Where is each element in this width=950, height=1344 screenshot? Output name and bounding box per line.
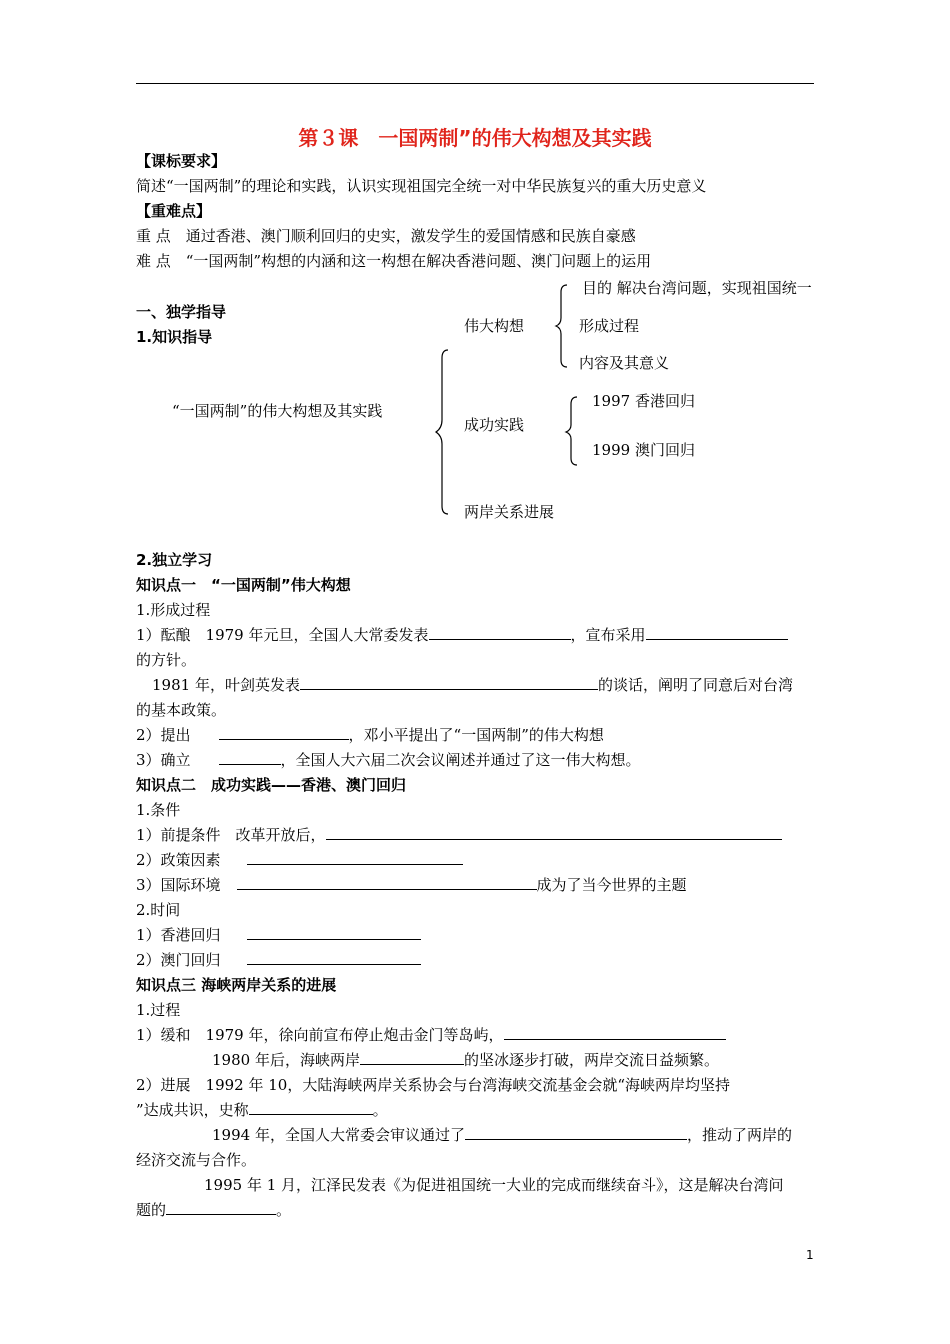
fill-blank[interactable] — [504, 1025, 726, 1040]
branch1-item: 内容及其意义 — [579, 354, 670, 372]
kp1-line-2-cont: 的基本政策。 — [136, 701, 227, 719]
key-points-heading: 【重难点】 — [136, 202, 212, 220]
branch2-item: 1999 澳门回归 — [592, 441, 695, 459]
branch-grand-concept: 伟大构想 — [464, 317, 525, 335]
kp3-line-7: 1995 年 1 月，江泽民发表《为促进祖国统一大业的完成而继续奋斗》，这是解决台湾问 — [204, 1176, 784, 1194]
kp3-line-4: ”达成共识，史称 。 — [136, 1101, 388, 1119]
kp1-line-4: 3）确立 ，全国人大六届二次会议阐述并通过了这一伟大构想。 — [136, 751, 641, 769]
kp3-line-8: 题的 。 — [136, 1201, 292, 1219]
fill-blank[interactable] — [429, 625, 571, 640]
fill-blank[interactable] — [300, 675, 598, 690]
root-brace — [436, 348, 452, 516]
branch2-brace — [566, 396, 580, 466]
fill-blank[interactable] — [247, 950, 421, 965]
kp1-subheading: 1.形成过程 — [136, 601, 211, 619]
branch1-item: 目的 解决台湾问题，实现祖国统一 — [582, 279, 812, 297]
fill-blank[interactable] — [465, 1125, 687, 1140]
kp3-heading: 知识点三 海峡两岸关系的进展 — [136, 976, 337, 994]
kp3-line-5: 1994 年，全国人大常委会审议通过了 ，推动了两岸的 — [212, 1126, 792, 1144]
page-number: 1 — [806, 1248, 814, 1262]
fill-blank[interactable] — [237, 875, 537, 890]
kp2-subheading-2: 2.时间 — [136, 901, 181, 919]
branch-success-practice: 成功实践 — [464, 416, 525, 434]
kp3-line-2: 1980 年后，海峡两岸 的坚冰逐步打破，两岸交流日益频繁。 — [212, 1051, 719, 1069]
kp2-condition-2: 2）政策因素 — [136, 850, 463, 870]
section-1-subheading: 1.知识指导 — [136, 328, 213, 346]
header-rule — [136, 83, 814, 84]
fill-blank[interactable] — [247, 925, 421, 940]
kp1-line-2: 1981 年，叶剑英发表 的谈话，阐明了同意后对台湾 — [152, 676, 793, 694]
kp1-line-1: 1）酝酿 1979 年元旦，全国人大常委发表 ，宣布采用 — [136, 625, 788, 645]
branch-cross-strait: 两岸关系进展 — [464, 503, 555, 521]
kp2-heading: 知识点二 成功实践——香港、澳门回归 — [136, 776, 407, 794]
kp3-subheading: 1.过程 — [136, 1001, 181, 1019]
fill-blank[interactable] — [166, 1200, 276, 1215]
kp3-line-1: 1）缓和 1979 年，徐向前宣布停止炮击金门等岛屿， — [136, 1025, 726, 1045]
kp2-time-1: 1）香港回归 — [136, 925, 421, 945]
kp2-condition-1: 1）前提条件 改革开放后， — [136, 825, 782, 845]
requirements-text: 简述“一国两制”的理论和实践，认识实现祖国完全统一对中华民族复兴的重大历史意义 — [136, 177, 707, 195]
kp1-heading: 知识点一 “一国两制”伟大构想 — [136, 576, 351, 594]
kp2-time-2: 2）澳门回归 — [136, 950, 421, 970]
kp3-line-3: 2）进展 1992 年 10，大陆海峡两岸关系协会与台湾海峡交流基金会就“海峡两岸均坚持 — [136, 1076, 731, 1094]
key-point: 重 点 通过香港、澳门顺利回归的史实，激发学生的爱国情感和民族自豪感 — [136, 227, 636, 245]
branch1-brace — [556, 284, 570, 368]
fill-blank[interactable] — [360, 1050, 464, 1065]
fill-blank[interactable] — [219, 725, 349, 740]
kp1-line-1-cont: 的方针。 — [136, 651, 197, 669]
fill-blank[interactable] — [219, 750, 281, 765]
fill-blank[interactable] — [247, 850, 463, 865]
kp3-line-6: 经济交流与合作。 — [136, 1151, 257, 1169]
requirements-heading: 【课标要求】 — [136, 152, 227, 170]
fill-blank[interactable] — [646, 625, 788, 640]
fill-blank[interactable] — [249, 1100, 373, 1115]
section-1-heading: 一、独学指导 — [136, 303, 227, 321]
kp2-condition-3: 3）国际环境 成为了当今世界的主题 — [136, 876, 687, 894]
branch2-item: 1997 香港回归 — [592, 392, 695, 410]
branch1-item: 形成过程 — [579, 317, 640, 335]
page-title: 第３课 一国两制”的伟大构想及其实践 — [298, 126, 652, 150]
difficult-point: 难 点 “一国两制”构想的内涵和这一构想在解决香港问题、澳门问题上的运用 — [136, 252, 652, 270]
fill-blank[interactable] — [326, 825, 782, 840]
kp2-subheading-1: 1.条件 — [136, 801, 181, 819]
diagram-root: “一国两制”的伟大构想及其实践 — [172, 402, 383, 420]
section-2-heading: 2.独立学习 — [136, 551, 213, 569]
kp1-line-3: 2）提出 ，邓小平提出了“一国两制”的伟大构想 — [136, 726, 604, 744]
